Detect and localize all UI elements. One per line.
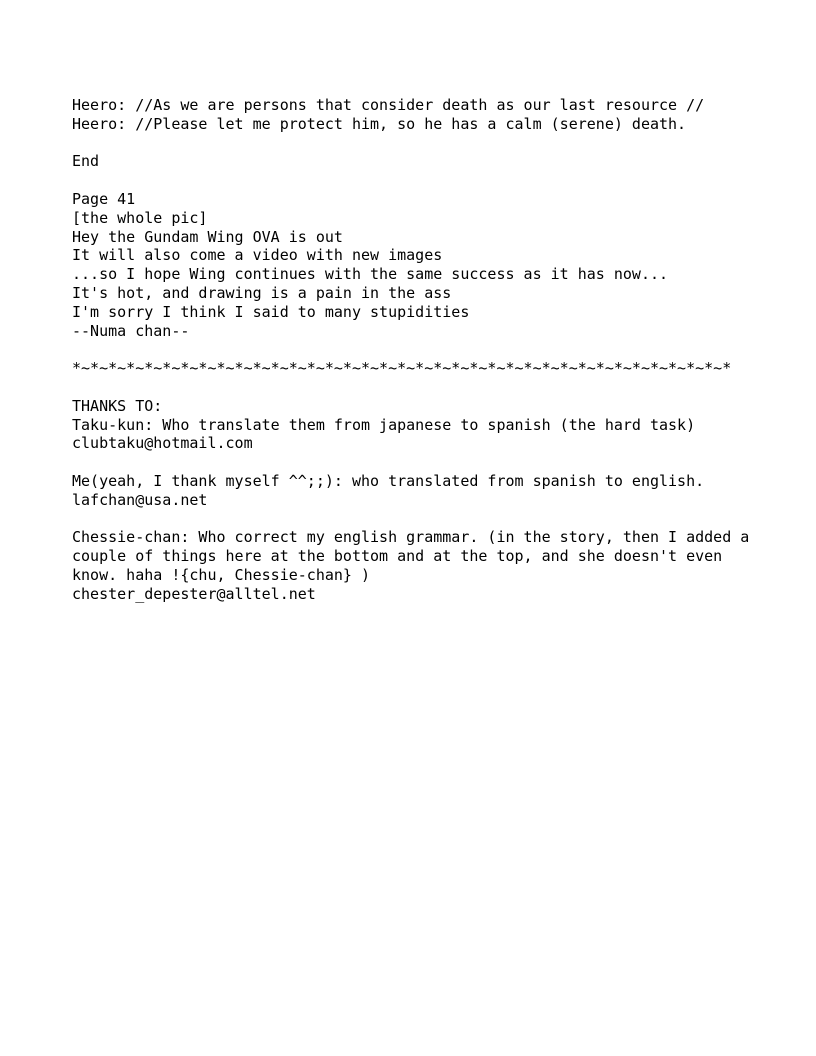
blank-line [72,171,772,190]
text-line: Heero: //Please let me protect him, so he has a calm (serene) death. [72,114,687,133]
email-text: clubtaku@hotmail.com [72,434,253,453]
text-line: know. haha !{chu, Chessie-chan} ) [72,565,371,584]
text-line: It will also come a video with new images [72,246,443,265]
text-line: Hey the Gundam Wing OVA is out [72,227,343,246]
text-line: couple of things here at the bottom and at the top, and she doesn't even [72,547,723,566]
blank-line [72,510,772,529]
text-line: Taku-kun: Who translate them from japanese to spanish (the hard task) [72,415,696,434]
text-line: Heero: //As we are persons that consider death as our last resource // [72,96,705,114]
text-line: Chessie-chan: Who correct my english grammar. (in the story, then I added a [72,528,750,547]
blank-line [72,340,772,359]
text-line: THANKS TO: [72,396,163,415]
text-line: End [72,152,100,171]
text-line: It's hot, and drawing is a pain in the ass [72,283,452,302]
text-line: Page 41 [72,189,136,208]
email-text: lafchan@usa.net [72,490,208,509]
text-line: Me(yeah, I thank myself ^^;;): who translated from spanish to english. [72,471,705,490]
text-line: [the whole pic] [72,208,208,227]
email-text: chester_depester@alltel.net [72,584,316,603]
text-line: I'm sorry I think I said to many stupidities [72,302,470,321]
blank-line [72,378,772,397]
text-line: ...so I hope Wing continues with the same success as it has now... [72,265,669,284]
text-line: --Numa chan-- [72,321,190,340]
document-page [72,96,772,604]
blank-line [72,453,772,472]
separator-line: *~*~*~*~*~*~*~*~*~*~*~*~*~*~*~*~*~*~*~*~*~*~*~*~*~*~*~*~*~*~*~*~*~*~*~*~* [72,359,732,378]
blank-line [72,134,772,153]
